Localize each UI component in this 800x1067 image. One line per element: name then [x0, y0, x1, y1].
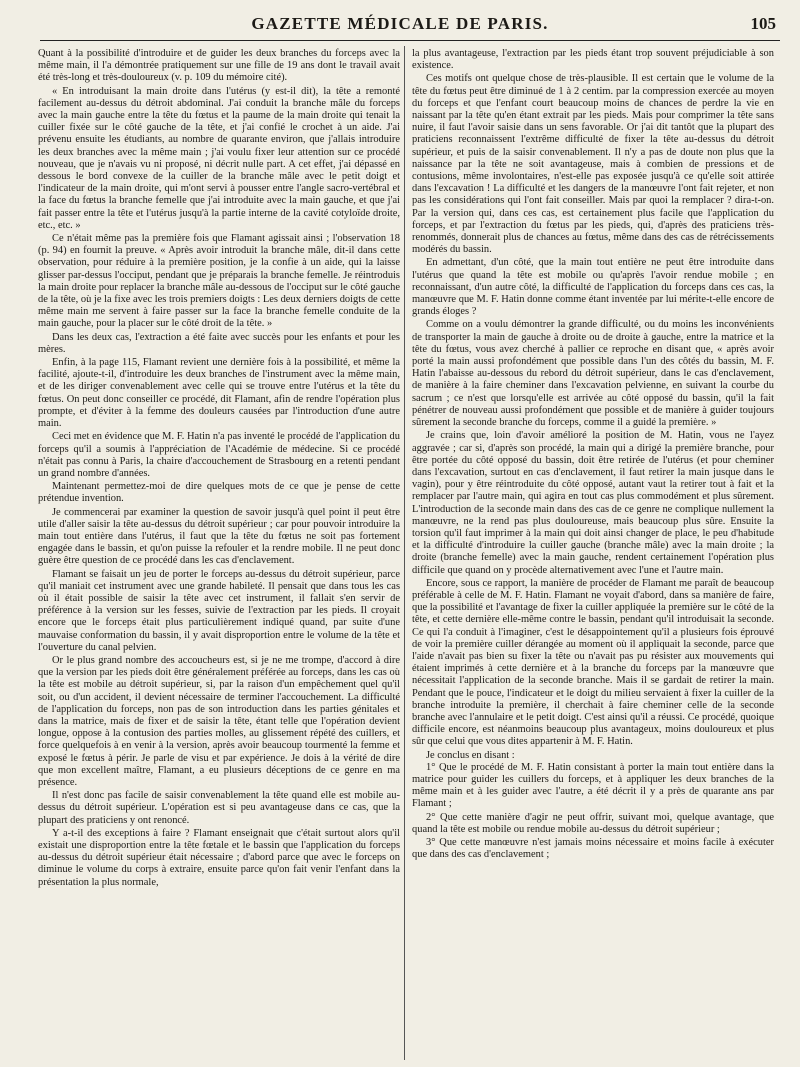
conclusion-item: 3° Que cette manœuvre n'est jamais moins nécessaire et moins facile à exécuter que dans des cas d'enclavement ;	[412, 837, 774, 861]
conclusions-list	[412, 762, 774, 862]
paragraph: Quant à la possibilité d'introduire et de guider les deux branches du forceps avec la même main, il l'a démontrée pratiquement sur une fille de 19 ans dont le travail avait été très-long et très-douloureux (v. p. 109 du mémoire cité).	[38, 48, 400, 84]
paragraph: Or le plus grand nombre des accoucheurs est, si je ne me trompe, d'accord à dire que la version par les pieds doit être généralement préférée au forceps, dans les cas où la tête est mobile au détroit supérieur, si, par la raison d'un empêchement quel qu'il soit, ou d'un accident, il devient nécessaire de terminer l'accouchement. La difficulté de l'application du forceps, non pas de son introduction dans les parties génitales et dans la matrice, mais de fixer et de saisir la tête, étant telle que l'opération devient longue, oppose à la contusion des parties molles, au glissement répété des cuillers, et force quelquefois à en venir à la version, après avoir beaucoup tourmenté la femme et exposé le fœtus à périr. Je parle de visu et par expérience. Je dois à la vérité de dire que mon excellent maître, Flamant, a eu plusieurs déceptions de ce genre en ma présence.	[38, 654, 400, 788]
conclusion-item: 2° Que cette manière d'agir ne peut offrir, suivant moi, quelque avantage, que quand la tête est mobile ou rendue mobile au-dessus du détroit supérieur ;	[412, 811, 774, 835]
right-column	[412, 48, 774, 1060]
paragraph: Enfin, à la page 115, Flamant revient une dernière fois à la possibilité, et même la facilité, ajoute-t-il, d'introduire les deux branches de l'instrument avec la même main, et de les diriger convenablement avec celle qui se trouve entre l'utérus et la tête du fœtus. On peut donc conseiller ce procédé, dit Flamant, afin de rendre l'opération plus prompte, et d'éviter à la femme des douleurs causées par l'introduction d'une autre main.	[38, 357, 400, 430]
paragraph: la plus avantageuse, l'extraction par les pieds étant trop souvent préjudiciable à son existence.	[412, 48, 774, 72]
paragraph: Flamant se faisait un jeu de porter le forceps au-dessus du détroit supérieur, parce qu'il maniait cet instrument avec une grande habileté. Il pensait que dans tous les cas où il était possible de saisir la tête avec cet instrument, il fallait s'en servir de préférence à la version sur les fesses, suivie de l'extraction par les pieds. Il croyait encore que le forceps était plus particulièrement indiqué quand, par suite d'une mauvaise conformation du bassin, il y avait disproportion entre le volume de la tête et l'ouverture du canal pelvien.	[38, 568, 400, 653]
paragraph: Ce n'était même pas la première fois que Flamant agissait ainsi ; l'observation 18 (p. 94) en fournit la preuve. « Après avoir introduit la branche mâle, dit-il dans cette observation, pour réduire à la première position, je la confie à un aide, qui la laisse glisser par-dessus l'occiput, pendant que je préparais la branche femelle. Je réintroduis la main droite pour replacer la branche mâle au-dessous de l'occiput sur le côté gauche de la tête, où je la fixe avec les trois premiers doigts : Les deux derniers doigts de cette même main me servent à faire passer sur la face la branche femelle conduite de la main gauche, pour la placer sur le côté droit de la tête. »	[38, 233, 400, 330]
left-column	[38, 48, 400, 1060]
paragraph: Je conclus en disant :	[426, 749, 515, 761]
paragraph: Comme on a voulu démontrer la grande difficulté, ou du moins les inconvénients de transporter la main de gauche à droite ou de droite à gauche, entre la matrice et la tête du fœtus, vous avez cherché à pallier ce reproche en disant que, « après avoir porté la main aussi profondément que possible dans l'un des côtés du bassin, M. F. Hatin l'abaisse au-dessous du rebord du détroit supérieur, dans le cas d'enclavement, de manière à la faire cheminer dans l'excavation pelvienne, en suivant la courbe du sacrum ; ce n'est que lorsqu'elle est arrivée au côté opposé du bassin, qu'il la fait pénétrer de nouveau aussi profondément que possible et de manière à guider toujours sûrement la seconde branche du forceps, comme il a guidé la première. »	[412, 319, 774, 429]
paragraph: En admettant, d'un côté, que la main tout entière ne peut être introduite dans l'utérus que quand la tête est mobile ou qu'après l'avoir rendue mobile ; en reconnaissant, d'un autre côté, la difficulté de l'application du forceps dans ces cas, la manœuvre que M. F. Hatin donne comme étant inventée par lui mérite-t-elle encore de grands éloges ?	[412, 257, 774, 318]
paragraph: Y a-t-il des exceptions à faire ? Flamant enseignait que c'était surtout alors qu'il existait une disproportion entre la tête fœtale et le bassin que l'application du forceps au-dessus du détroit supérieur était nécessaire ; d'abord parce que avec le forceps on diminue le volume du corps à extraire, ensuite parce qu'on fait venir l'enfant dans la présentation la plus normale,	[38, 827, 400, 888]
conclusion-item: 1° Que le procédé de M. F. Hatin consistant à porter la main tout entière dans la matrice pour guider les cuillers du forceps, et à appliquer les deux branches de la même main et à les guider avec l'autre, a été décrit il y a près de quarante ans par Flamant ;	[412, 761, 774, 810]
paragraph: Encore, sous ce rapport, la manière de procéder de Flamant me paraît de beaucoup préférable à celle de M. F. Hatin. Flamant ne voyait d'abord, dans sa manière de faire, que la possibilité et l'avantage de fixer la cuiller appliquée la première sur le côté de la tête, et cette dernière elle-même contre le bassin, pendant qu'il introduisait la seconde. Ce qui l'a conduit à l'imaginer, c'est le désappointement qu'il a plusieurs fois éprouvé de voir la première cuiller dérangée au moment où il appliquait la seconde, parce que l'aide n'avait pas bien su fixer la tête ou n'avait pas pu résister aux mouvements qui étaient imprimés à cette dernière et à la branche du forceps par la manœuvre que nécessitait l'application de la seconde branche. Mais il se gardait de retirer la main. Pendant que le pouce, l'indicateur et le doigt du milieu servaient à fixer la cuiller de la branche introduite la première, il cherchait à faire cheminer celle de la seconde branche avec l'annulaire et le petit doigt. C'est ainsi qu'il a réussi. Ce procédé, quoique difficile encore, est néanmoins beaucoup plus avantageux, moins douloureux et plus sûr que celui que vous dites appartenir à M. F. Hatin.	[412, 577, 774, 748]
paragraph: Ceci met en évidence que M. F. Hatin n'a pas inventé le procédé de l'application du forceps qu'il a soumis à l'appréciation de l'Académie de médecine. Si ce procédé n'était pas connu à Paris, la chaire d'accouchement de Strasbourg en a retenti pendant un grand nombre d'années.	[38, 431, 400, 479]
paragraph: « En introduisant la main droite dans l'utérus (y est-il dit), la tête a remonté facilement au-dessus du détroit abdominal. J'ai conduit la branche mâle du forceps avec la main gauche entre la tête du fœtus et la paume de la main droite qui tenait la cuiller fixée sur le côté gauche de la tête, et j'ai confié le crochet à un aide. J'ai prévenu ensuite les étudiants, au nombre de quarante environ, que j'allais introduire les deux branches avec la même main ; j'ai voulu fixer leur attention sur ce procédé nouveau, que je n'avais vu ni proposé, ni décrit nulle part. A cet effet, j'ai dépassé en dessous le bord convexe de la cuiller de la branche mâle avec le petit doigt et l'indicateur de la main droite, qui m'ont servi à pousser entre l'angle sacro-vertébral et la face du fœtus la branche femelle que j'ai introduite avec la main gauche, et que j'ai fait passer entre la tête et l'utérus jusqu'à la partie interne de la cavité cotyloïde droite, etc., etc. »	[38, 85, 400, 231]
paragraph: Il n'est donc pas facile de saisir convenablement la tête quand elle est mobile au-dessus du détroit supérieur. L'opération est si peu avantageuse dans ce cas, que la plupart des praticiens y ont renoncé.	[38, 790, 400, 826]
header-rule	[40, 40, 780, 41]
column-divider	[404, 46, 405, 1060]
paragraph: Maintenant permettez-moi de dire quelques mots de ce que je pense de cette prétendue invention.	[38, 481, 400, 505]
paragraph: Dans les deux cas, l'extraction a été faite avec succès pour les enfants et pour les mères.	[38, 331, 400, 355]
paragraph: Je crains que, loin d'avoir amélioré la position de M. Hatin, vous ne l'ayez aggravée ; car si, d'après son procédé, la main qui a dirigé la première branche, pour être portée du côté opposé du bassin, doit être retirée de l'utérus (et pour cheminer dans l'excavation, surtout en cas d'enclavement, il faut retirer la main jusque dans le vagin), pour y être réintroduite du côté opposé, autant vaut la retirer tout à fait et la remplacer par l'autre main, qui agira en tout cas plus commodément et plus sûrement. L'introduction de la seconde main dans des cas de ce genre ne complique nullement la manœuvre, ne la rend pas plus douloureuse, mais beaucoup plus sûre. Ensuite la torsion qu'il faut imprimer à la main qui doit ainsi changer de place, le peu d'habitude et la difficulté d'introduire la cuiller gauche (branche mâle) avec la main droite ; la droite (branche femelle) avec la main gauche, rendent certainement l'opération plus difficile que quand on y procède alternativement avec l'une et l'autre main.	[412, 430, 774, 576]
paragraph: Ces motifs ont quelque chose de très-plausible. Il est certain que le volume de la tête du fœtus peut être diminué de 1 à 2 centim. par la compression exercée au moyen du forceps et que l'enfant court beaucoup moins de chances de perdre la vie en naissant par la tête qu'en étant extrait par les pieds. Mais pour comprimer la tête sans nuire, il faut l'avoir saisie dans un sens favorable. Or j'ai dit tantôt que la plupart des praticiens reconnaissent l'extrême difficulté de fixer la tête au-dessus du détroit supérieur, et puis de la saisir convenablement. Il n'y a pas de doute non plus que la naissance par la tête ne soit avantageuse, mais à combien de pressions et de contusions, même involontaires, n'est-elle pas exposée jusqu'à ce qu'elle soit attirée dans l'excavation ! La difficulté et les dangers de la manœuvre l'ont fait rejeter, et non pas les considérations qui l'ont fait conseiller. Mais par quoi la remplacer ? dira-t-on. Par la version qui, dans ces cas, est certainement plus facile que l'application du forceps, et par l'extraction du fœtus par les pieds, qui, d'après des praticiens très-renommés, donnerait plus de chances au fœtus, même dans des cas de rétrécissements modérés du bassin.	[412, 73, 774, 256]
page-header	[0, 0, 800, 44]
journal-title: GAZETTE MÉDICALE DE PARIS.	[251, 14, 549, 33]
page-number: 105	[750, 14, 776, 33]
paragraph: Je commencerai par examiner la question de savoir jusqu'à quel point il peut être utile d'aller saisir la tête au-dessus du détroit supérieur ; car pour pouvoir introduire la main tout entière dans l'utérus, il faut que la tête du fœtus ne soit pas fortement engagée dans le bassin, et qu'on puisse la refouler et la rendre mobile. Il ne peut donc guère être question de ce procédé dans les cas d'enclavement.	[38, 506, 400, 567]
